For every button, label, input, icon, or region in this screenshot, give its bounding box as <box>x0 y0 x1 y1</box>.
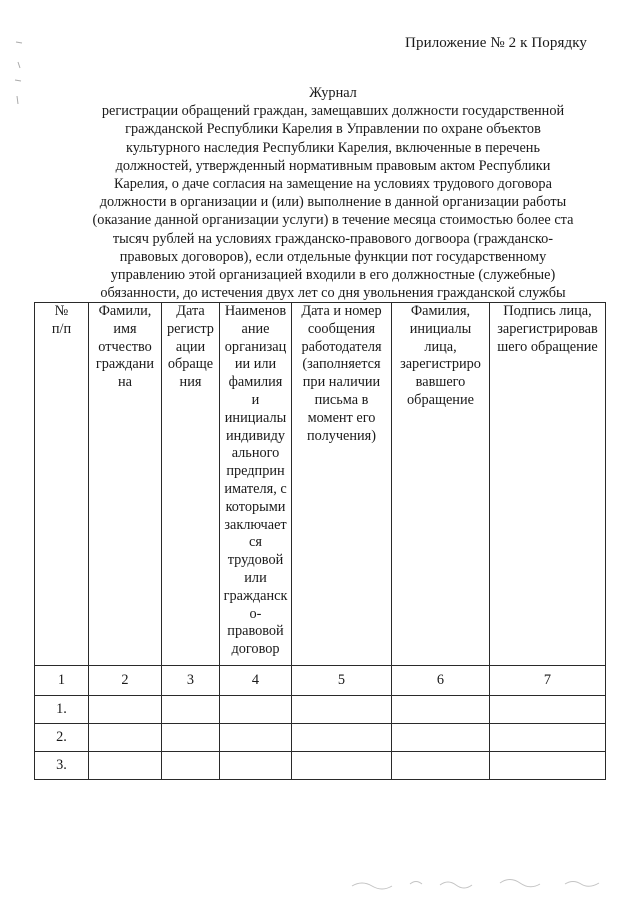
table-cell <box>490 696 606 724</box>
column-header-line: фамилия <box>228 374 283 391</box>
column-number-cell: 2 <box>89 666 162 696</box>
column-header-line: Дата <box>176 303 205 319</box>
column-header <box>220 303 292 666</box>
title-line: культурного наследия Республики Карелия, включенные в перечень <box>126 139 540 156</box>
table-cell <box>162 724 220 752</box>
table-cell <box>490 752 606 780</box>
title-line: должностей, утвержденный нормативным правовым актом Республики <box>115 157 551 174</box>
column-number-cell: 5 <box>292 666 392 696</box>
table-cell <box>162 696 220 724</box>
journal-title <box>72 84 594 302</box>
table-row <box>35 696 606 724</box>
column-header-line: при наличии <box>302 374 381 391</box>
row-number-cell: 2. <box>35 724 89 752</box>
table-cell <box>162 752 220 780</box>
column-header-line: п/п <box>51 320 72 337</box>
title-line: гражданской Республики Карелия в Управлении по охране объектов <box>125 121 541 138</box>
column-header-line: ации <box>175 338 206 355</box>
table-cell <box>89 752 162 780</box>
column-header-line: работодателя <box>301 338 382 355</box>
column-header-line: индивиду <box>225 427 286 444</box>
table-cell <box>89 696 162 724</box>
column-header <box>292 303 392 666</box>
column-number-cell: 7 <box>490 666 606 696</box>
table-cell <box>392 696 490 724</box>
column-header-line: (заполняется <box>302 356 381 373</box>
column-header-line: предприн <box>226 463 285 480</box>
column-header-line: гражданск <box>223 587 288 604</box>
column-header-line: организац <box>224 338 287 355</box>
column-header-line: Дата и номер <box>301 303 382 319</box>
column-number-row <box>35 666 606 696</box>
scan-bottom-artifact-icon <box>350 874 610 894</box>
title-line: правовых договоров), если отдельные функции пот государственному <box>119 248 547 265</box>
column-header <box>162 303 220 666</box>
column-header-line: лица, <box>424 338 457 355</box>
column-header <box>490 303 606 666</box>
title-line: тысяч рублей на условиях гражданско-правового догвоора (гражданско- <box>112 230 554 247</box>
column-header-line: на <box>118 374 132 391</box>
column-header <box>392 303 490 666</box>
column-header-line: Фамили, <box>98 303 152 319</box>
title-line: Журнал <box>309 85 357 101</box>
table-cell <box>292 724 392 752</box>
column-header-line: о- <box>249 605 262 622</box>
column-number-cell: 1 <box>35 666 89 696</box>
column-header-line: вавшего <box>415 374 466 391</box>
column-header-line: имателя, с <box>224 480 287 497</box>
table-cell <box>89 724 162 752</box>
column-header-line: имя <box>113 320 137 337</box>
column-header-line: ание <box>241 320 270 337</box>
title-line: регистрации обращений граждан, замещавших должности государственной <box>101 103 565 120</box>
table-cell <box>292 752 392 780</box>
column-number-cell: 3 <box>162 666 220 696</box>
table-body <box>35 696 606 780</box>
column-header-line: зарегистрировав <box>497 320 598 337</box>
column-header <box>89 303 162 666</box>
appendix-reference: Приложение № 2 к Порядку <box>405 35 587 51</box>
column-header-line: инициалы <box>409 320 472 337</box>
column-header-line: инициалы <box>224 409 287 426</box>
column-header-line: Фамилия, <box>410 303 471 319</box>
column-header-line: зарегистриро <box>400 356 481 373</box>
table-cell <box>490 724 606 752</box>
column-header-line: обращение <box>407 391 474 408</box>
column-number-cell: 6 <box>392 666 490 696</box>
column-header-line: сообщения <box>307 320 376 337</box>
table-cell <box>220 752 292 780</box>
column-header-line: получения) <box>306 427 377 444</box>
column-header <box>35 303 89 666</box>
column-header-line: правовой <box>227 623 284 640</box>
table-cell <box>292 696 392 724</box>
column-header-line: отчество <box>98 338 152 355</box>
title-line: должности в организации и (или) выполнение в данной организации работы <box>99 194 567 211</box>
column-header-line: шего обращение <box>497 338 598 355</box>
column-header-line: письма в <box>314 391 369 408</box>
column-header-line: ния <box>179 374 202 391</box>
table-cell <box>392 752 490 780</box>
column-header-line: № <box>54 303 69 319</box>
scan-artifact-icon <box>6 40 26 110</box>
column-number-cell: 4 <box>220 666 292 696</box>
scan-margin-marks <box>6 40 26 114</box>
row-number-cell: 3. <box>35 752 89 780</box>
column-header-line: договор <box>231 641 280 658</box>
title-line: управлению этой организацией входили в его должностные (служебные) <box>110 267 556 284</box>
column-header-line: момент его <box>307 409 376 426</box>
journal-table <box>34 302 606 780</box>
column-header-line: трудовой <box>227 552 284 569</box>
title-line: обязанности, до истечения двух лет со дня увольнения гражданской службы <box>100 285 566 302</box>
column-header-line: заключает <box>224 516 287 533</box>
table-row <box>35 752 606 780</box>
column-header-line: Наименов <box>224 303 287 319</box>
column-header-line: обраще <box>167 356 214 373</box>
column-header-line: ии или <box>234 356 277 373</box>
table-cell <box>220 696 292 724</box>
column-header-line: граждани <box>95 356 155 373</box>
column-header-line: которыми <box>225 498 286 515</box>
column-header-line: регистр <box>167 320 214 337</box>
row-number-cell: 1. <box>35 696 89 724</box>
column-header-line: или <box>244 569 267 586</box>
column-header-line: ального <box>231 445 280 462</box>
table-cell <box>392 724 490 752</box>
title-line: (оказание данной организации услуги) в течение месяца стоимостью более ста <box>92 212 574 229</box>
column-header-line: ся <box>249 534 262 551</box>
table-cell <box>220 724 292 752</box>
column-header-line: и <box>251 391 260 408</box>
header-row <box>35 303 606 666</box>
table-row <box>35 724 606 752</box>
column-header-line: Подпись лица, <box>503 303 592 319</box>
title-line: Карелия, о даче согласия на замещение на условиях трудового договора <box>114 176 552 193</box>
